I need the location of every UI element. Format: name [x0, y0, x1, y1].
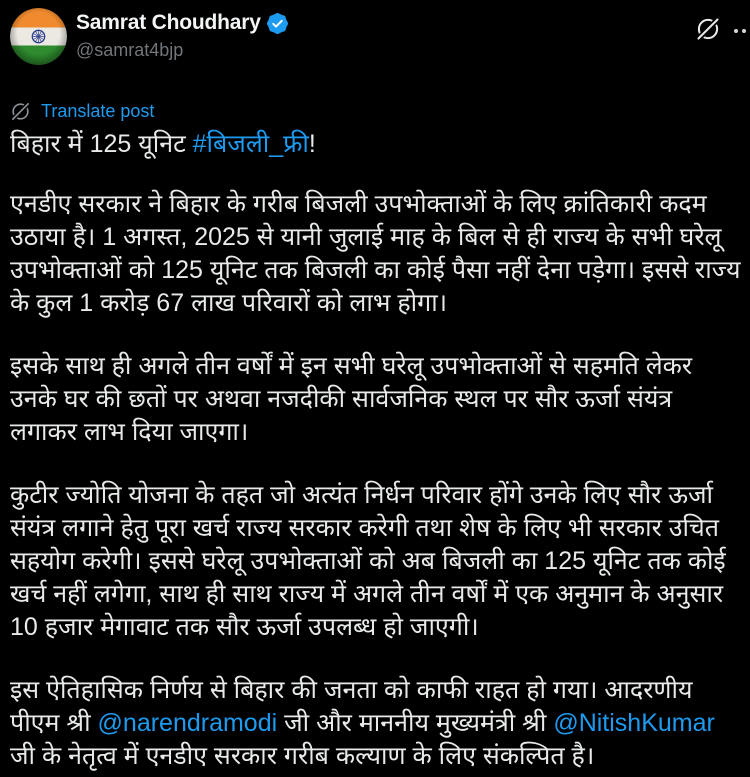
more-options-button[interactable]: [734, 25, 750, 33]
avatar[interactable]: [10, 8, 67, 65]
verified-badge-icon[interactable]: [267, 13, 288, 34]
text-run: बिहार में 125 यूनिट: [10, 130, 193, 158]
text-run: इस ऐतिहासिक निर्णय से बिहार की जनता को काफी राहत हो गया। आदरणीय पीएम श्री: [10, 676, 693, 737]
text-run: जी और माननीय मुख्यमंत्री श्री: [277, 709, 554, 737]
post-paragraph: [10, 674, 742, 773]
grok-icon: [695, 16, 721, 42]
text-run: इसके साथ ही अगले तीन वर्षों में इन सभी घरेलू उपभोक्ताओं से सहमति लेकर उनके घर की छतों पर अथवा नजदीकी सार्वजनिक स्थल पर सौर ऊर्जा संयंत्र लगाकर लाभ दिया जाएगा।: [10, 352, 693, 446]
mention-link[interactable]: @NitishKumar: [553, 709, 715, 737]
more-ellipsis-icon: [742, 29, 746, 33]
more-ellipsis-icon: [734, 29, 738, 33]
post-paragraph: [10, 350, 742, 449]
post-paragraph: [10, 479, 742, 644]
india-flag-avatar: [10, 8, 67, 65]
grok-translate-icon: [10, 101, 31, 122]
post-header: [0, 0, 750, 80]
hashtag-link[interactable]: #बिजली_फ्री: [192, 130, 309, 158]
text-run: एनडीए सरकार ने बिहार के गरीब बिजली उपभोक्ताओं के लिए क्रांतिकारी कदम उठाया है। 1 अगस्त, 2025 से यानी जुलाई माह के बिल से ही राज्य के सभी घरेलू उपभोक्ताओं को 125 यूनिट तक बिजली का कोई पैसा नहीं देना पड़ेगा। इससे राज्य के कुल 1 करोड़ 67 लाख परिवारों को लाभ होगा।: [10, 190, 741, 317]
user-handle[interactable]: @samrat4bjp: [76, 40, 184, 60]
grok-button[interactable]: [695, 16, 721, 42]
translate-post-button[interactable]: [0, 101, 750, 122]
user-id-block: [76, 11, 288, 61]
header-actions: [695, 16, 750, 42]
translate-post-label[interactable]: Translate post: [41, 101, 155, 121]
post-text: [0, 122, 750, 773]
text-run: !: [308, 130, 316, 158]
display-name[interactable]: Samrat Choudhary: [76, 11, 261, 34]
text-run: कुटीर ज्योति योजना के तहत जो अत्यंत निर्धन परिवार होंगे उनके लिए सौर ऊर्जा संयंत्र लगाने हेतु पूरा खर्च राज्य सरकार करेगी तथा शेष के लिए भी सरकार उचित सहयोग करेगी। इससे घरेलू उपभोक्ताओं को अब बिजली का 125 यूनिट तक कोई खर्च नहीं लगेगा, साथ ही साथ राज्य में अगले तीन वर्षों में एक अनुमान के अनुसार 10 हजार मेगावाट तक सौर ऊर्जा उपलब्ध हो जाएगी।: [10, 481, 726, 641]
mention-link[interactable]: @narendramodi: [97, 709, 278, 737]
text-run: जी के नेतृत्व में एनडीए सरकार गरीब कल्याण के लिए संकल्पित है।: [10, 742, 595, 770]
post-paragraph: [10, 188, 742, 320]
user-name-link[interactable]: [76, 11, 288, 35]
post-paragraph: [10, 128, 742, 161]
